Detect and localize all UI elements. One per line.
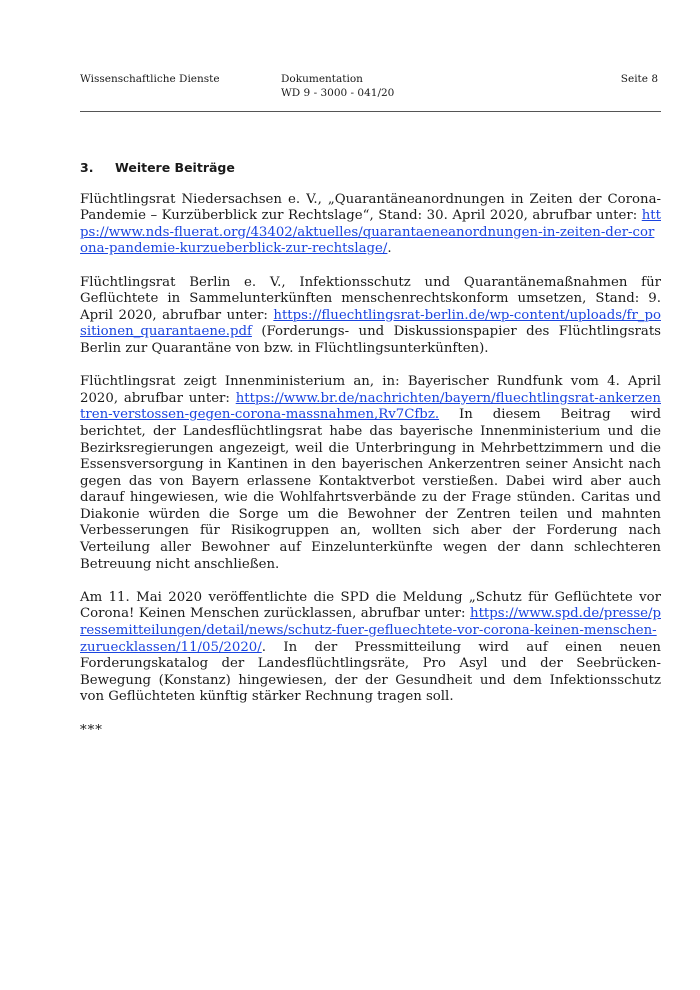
link-br-nachrichten[interactable]: https://www.br.de/nachrichten/bayern/fluechtlingsrat-ankerzentren-verstossen-gegen-corona-massnahmen,Rv7Cfbz. xyxy=(80,390,661,423)
paragraph-text: . xyxy=(387,241,392,257)
paragraph-text: Flüchtlingsrat zeigt Innenministerium an, in: Bayerischer Rundfunk vom 4. April 2020, abrufbar unter: xyxy=(80,374,661,406)
section-number: 3. xyxy=(80,160,94,175)
paragraph-nds xyxy=(80,192,661,258)
header-page-number: Seite 8 xyxy=(620,73,658,85)
paragraph-text: Flüchtlingsrat Niedersachsen e. V., „Quarantäneanordnungen in Zeiten der Corona-Pandemie – Kurzüberblick zur Rechtslage“, Stand: 30. April 2020, abrufbar unter: xyxy=(80,191,661,224)
header-department: Wissenschaftliche Dienste xyxy=(80,73,220,85)
section-title: Weitere Beiträge xyxy=(115,160,235,175)
link-spd-presse[interactable]: https://www.spd.de/presse/pressemitteilungen/detail/news/schutz-fuer-gefluechtete-vor-corona-keinen-menschen-zuruecklassen/11/05/2020/ xyxy=(80,606,661,655)
end-mark: *** xyxy=(80,722,103,738)
link-nds-fluerat[interactable]: https://www.nds-fluerat.org/43402/aktuelles/quarantaeneanordnungen-in-zeiten-der-corona-pandemie-kurzueberblick-zur-rechtslage/ xyxy=(80,208,661,257)
paragraph-text: (Forderungs- und Diskussionspapier des Flüchtlingsrats Berlin zur Quarantäne von bzw. in Flüchtlingsunterkünften). xyxy=(80,324,661,356)
paragraph-berlin xyxy=(80,275,661,358)
header-doc-number: WD 9 - 3000 - 041/20 xyxy=(281,87,395,99)
paragraph-br xyxy=(80,374,661,573)
header-doc-type: Dokumentation xyxy=(281,73,363,85)
paragraph-text: In diesem Beitrag wird berichtet, der Landesflüchtlingsrat habe das bayerische Innenministerium und die Bezirksregierungen angezeigt, weil die Unterbringung in Mehrbettzimmern und die Essensversorgung in Kantinen in den bayerischen Ankerzentren seiner Ansicht nach gegen das von Bayern erlassene Kontaktverbot verstießen. Dabei wird aber auch darauf hingewiesen, wie die Wohlfahrtsverbände zu der Frage stünden. Caritas und Diakonie würden die Sorge um die Bewohner der Zentren teilen und mahnten Verbesserungen für Risikogruppen an, wollten sich aber der Forderung nach Verteilung aller Bewohner auf Einzelunterkünfte wegen der dann schlechteren Betreuung nicht anschließen. xyxy=(80,407,661,572)
section-heading xyxy=(80,160,661,177)
paragraph-text: Am 11. Mai 2020 veröffentlichte die SPD die Meldung „Schutz für Geflüchtete vor Corona! Keinen Menschen zurücklassen, abrufbar unter: xyxy=(80,589,661,622)
header-divider xyxy=(80,111,661,112)
paragraph-text: Flüchtlingsrat Berlin e. V., Infektionsschutz und Quarantänemaßnahmen für Geflüchtete in Sammelunterkünften menschenrechtskonform umsetzen, Stand: 9. April 2020, abrufbar unter: xyxy=(80,274,661,323)
page-body xyxy=(80,160,661,739)
header-document-info xyxy=(281,72,394,100)
paragraph-spd xyxy=(80,590,661,706)
link-fluechtlingsrat-berlin[interactable]: https://fluechtlingsrat-berlin.de/wp-content/uploads/fr_positionen_quarantaene.pdf xyxy=(80,307,661,340)
paragraph-text: . In der Pressmitteilung wird auf einen neuen Forderungskatalog der Landesflüchtlingsräte, Pro Asyl und der Seebrücken-Bewegung (Konstanz) hingewiesen, der der Gesundheit und dem Infektionsschutz von Geflüchteten künftig stärker Rechnung tragen soll. xyxy=(80,639,661,705)
